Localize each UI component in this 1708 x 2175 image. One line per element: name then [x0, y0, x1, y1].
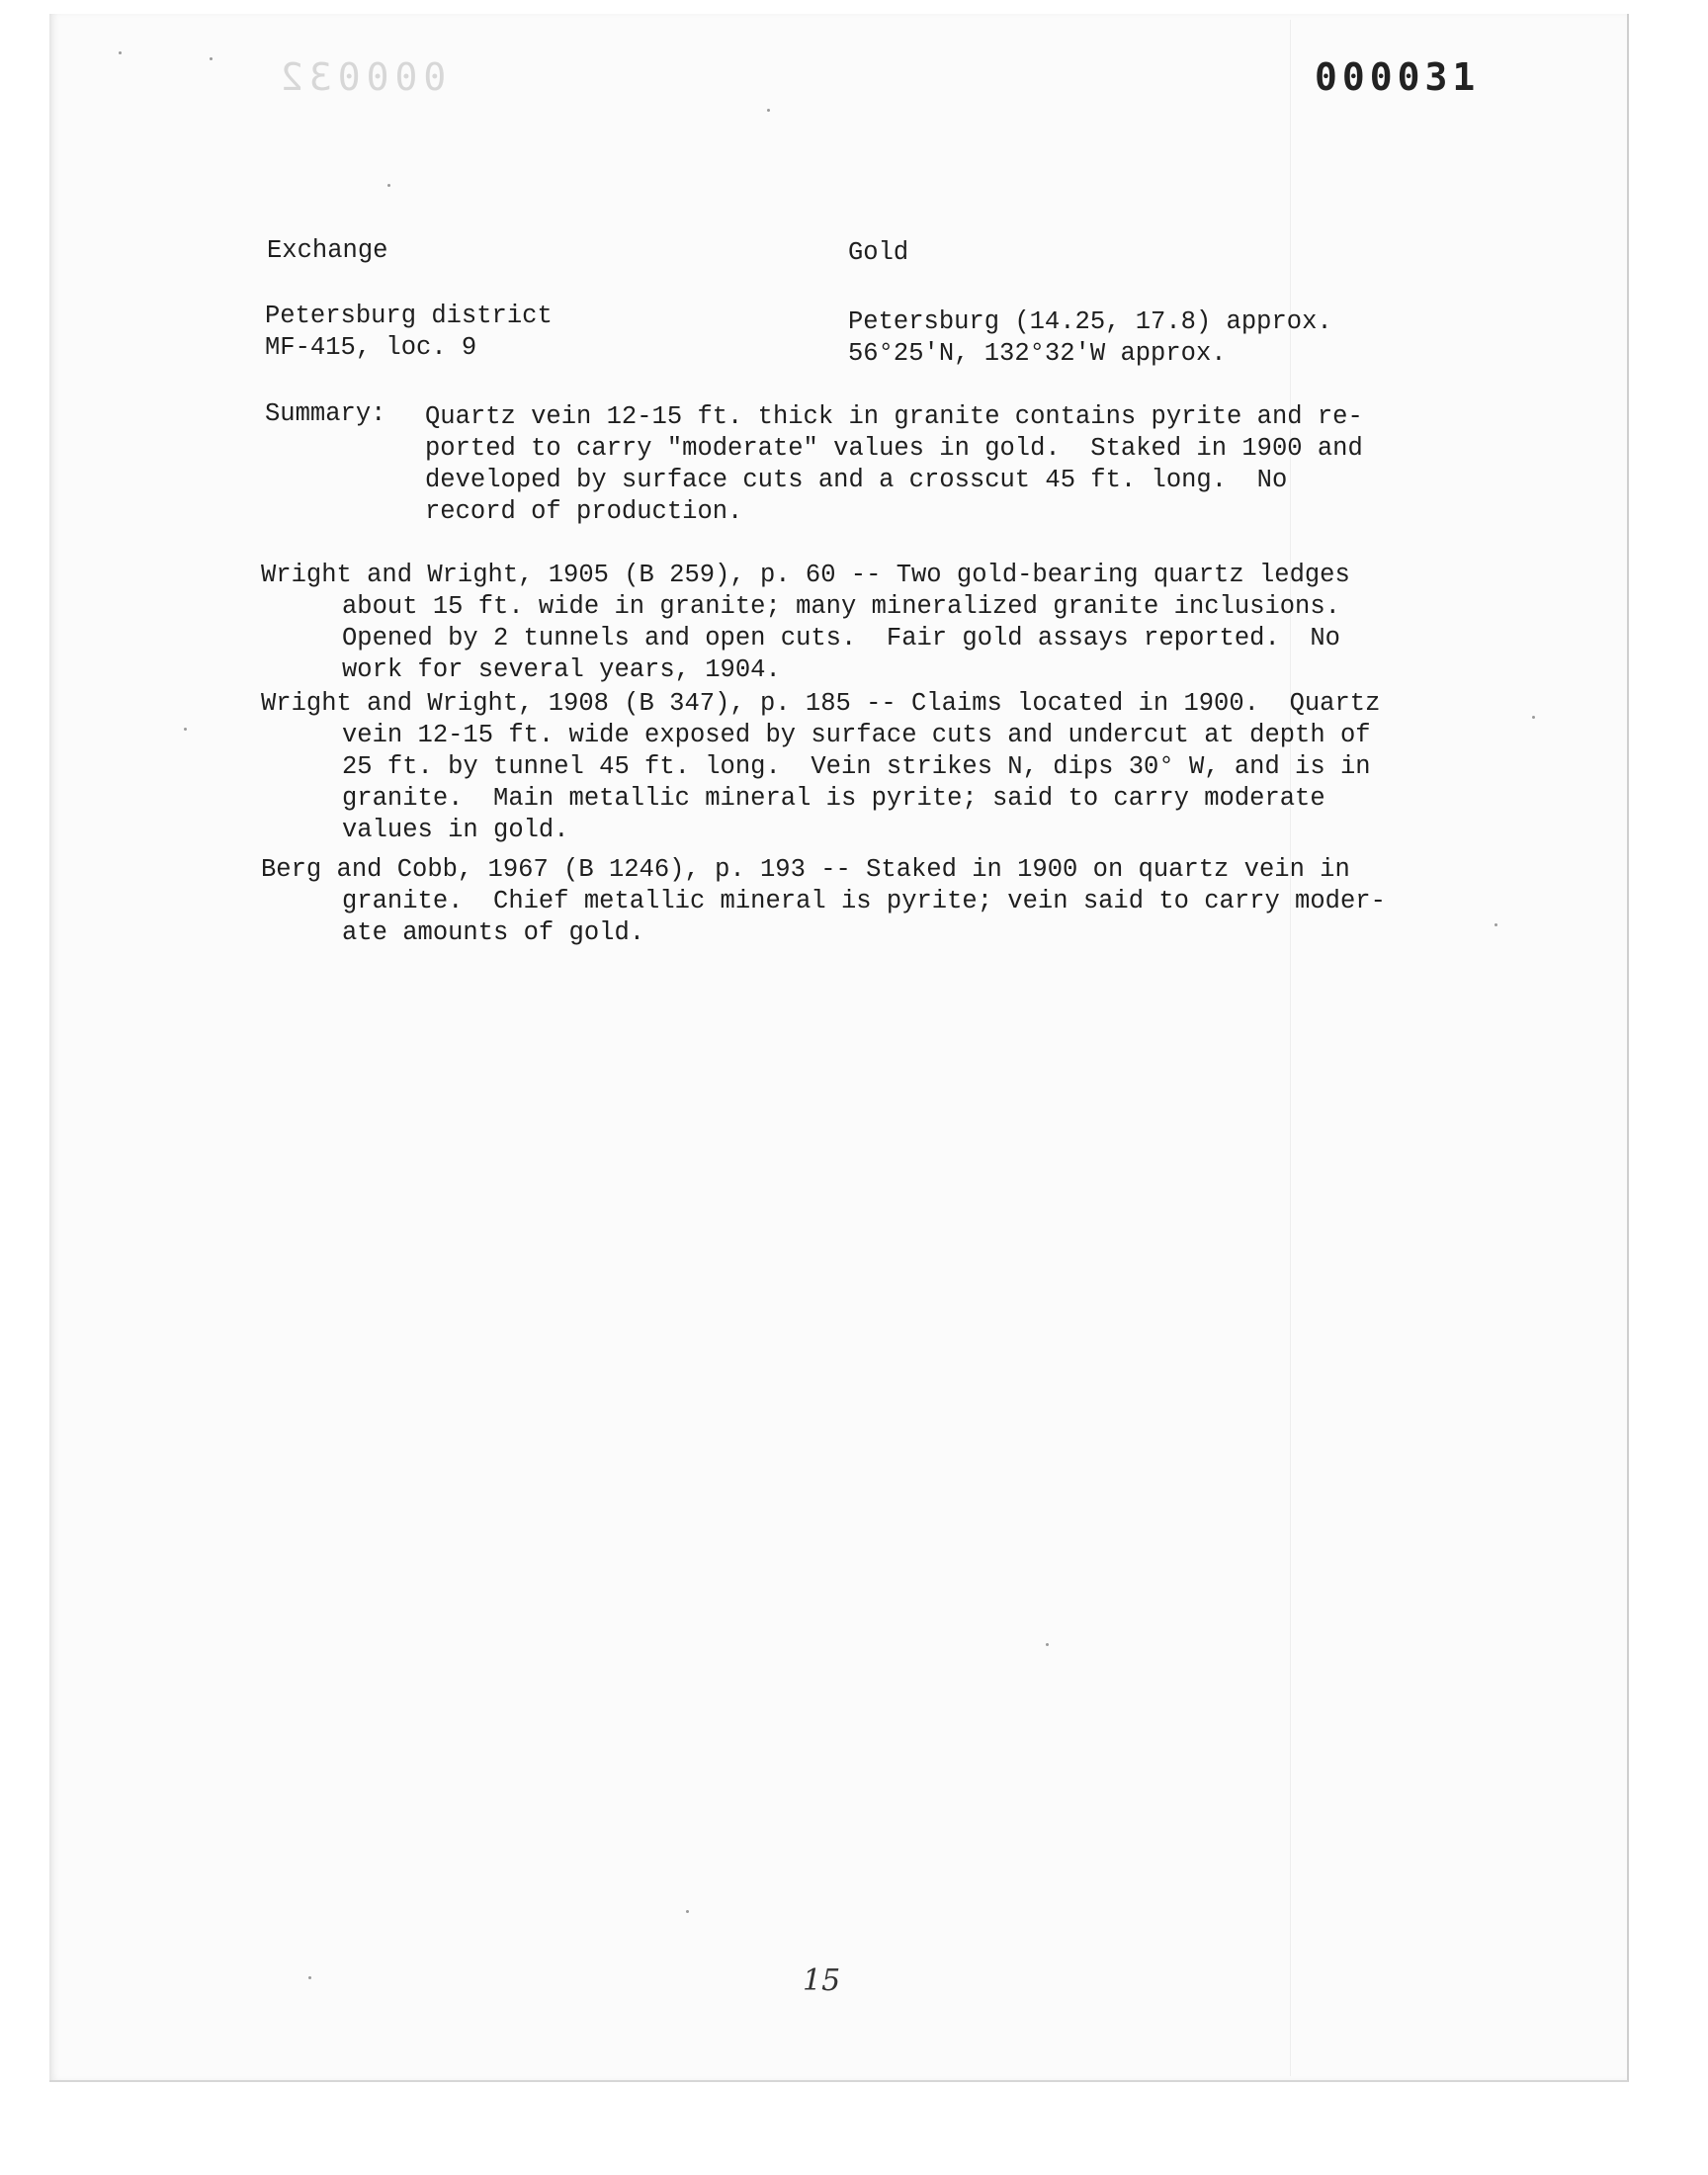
scan-speck [1494, 923, 1497, 926]
summary-line: developed by surface cuts and a crosscut 45 ft. long. No [425, 466, 1288, 494]
reference-line: Opened by 2 tunnels and open cuts. Fair gold assays reported. No [342, 624, 1340, 652]
reference-line: Berg and Cobb, 1967 (B 1246), p. 193 -- Staked in 1900 on quartz vein in [261, 855, 1350, 884]
summary-line: Quartz vein 12-15 ft. thick in granite contains pyrite and re- [425, 402, 1363, 431]
summary-label: Summary: [265, 399, 386, 428]
bleed-through-page-id: 000032 [275, 55, 447, 99]
page-id-stamp: 000031 [1315, 55, 1481, 99]
reference-line: about 15 ft. wide in granite; many mineralized granite inclusions. [342, 592, 1340, 621]
reference-line: work for several years, 1904. [342, 655, 781, 684]
scan-speck [387, 184, 390, 187]
mine-name: Exchange [267, 236, 388, 265]
scan-speck [1532, 716, 1535, 719]
scan-speck [308, 1976, 311, 1979]
map-reference: MF-415, loc. 9 [265, 333, 477, 362]
district: Petersburg district [265, 302, 553, 330]
scan-speck [210, 57, 213, 60]
reference-line: granite. Chief metallic mineral is pyrite; vein said to carry moder- [342, 887, 1386, 915]
scan-speck [119, 51, 122, 54]
commodity: Gold [848, 238, 909, 267]
scan-speck [1046, 1643, 1049, 1646]
page-number: 15 [803, 1963, 841, 1998]
reference-line: 25 ft. by tunnel 45 ft. long. Vein strikes N, dips 30° W, and is in [342, 752, 1371, 781]
quadrangle-location: Petersburg (14.25, 17.8) approx. [848, 307, 1332, 336]
scan-speck [184, 728, 187, 731]
summary-line: record of production. [425, 497, 743, 526]
reference-line: vein 12-15 ft. wide exposed by surface cuts and undercut at depth of [342, 721, 1371, 749]
reference-line: granite. Main metallic mineral is pyrite; said to carry moderate [342, 784, 1325, 813]
coordinates: 56°25'N, 132°32'W approx. [848, 339, 1227, 368]
reference-line: ate amounts of gold. [342, 918, 645, 947]
scan-speck [767, 109, 770, 112]
reference-line: Wright and Wright, 1908 (B 347), p. 185 -- Claims located in 1900. Quartz [261, 689, 1381, 718]
reference-line: Wright and Wright, 1905 (B 259), p. 60 -- Two gold-bearing quartz ledges [261, 561, 1350, 589]
summary-line: ported to carry "moderate" values in gold. Staked in 1900 and [425, 434, 1363, 463]
scan-speck [686, 1910, 689, 1913]
reference-line: values in gold. [342, 816, 569, 844]
